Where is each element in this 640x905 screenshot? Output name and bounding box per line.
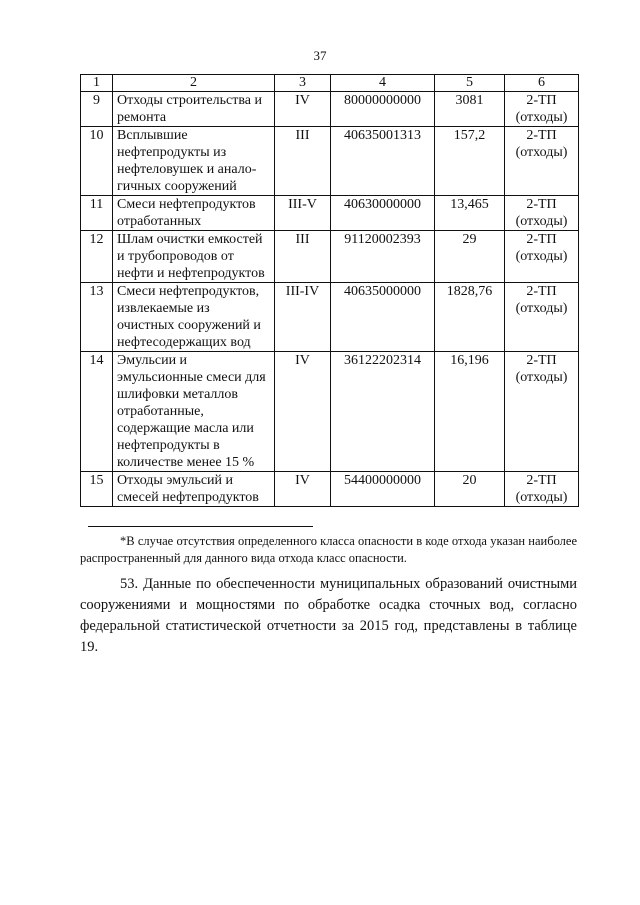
row-number: 13: [81, 283, 113, 352]
waste-name: Смеси нефтепродуктов отработанных: [113, 196, 275, 231]
table-header-cell: 3: [275, 75, 331, 92]
report-form: [505, 92, 579, 127]
waste-name: Всплывшие нефтепродукты из нефтеловушек и анало-гичных сооружений: [113, 127, 275, 196]
report-form: [505, 231, 579, 283]
waste-volume: 3081: [435, 92, 505, 127]
waste-code: 36122202314: [331, 352, 435, 472]
waste-volume: 13,465: [435, 196, 505, 231]
row-number: 10: [81, 127, 113, 196]
table-row: [81, 472, 579, 507]
report-form-name: 2-ТП: [526, 128, 557, 143]
waste-code: 54400000000: [331, 472, 435, 507]
row-number: 15: [81, 472, 113, 507]
footnote: *В случае отсутствия определенного класса опасности в коде отхода указан наиболее распространенный для данного вида отхода класс опасности.: [80, 534, 577, 565]
table-header-cell: 6: [505, 75, 579, 92]
report-form-name: 2-ТП: [526, 197, 557, 212]
waste-volume: 20: [435, 472, 505, 507]
report-form-name: 2-ТП: [526, 473, 557, 488]
footnote-divider: [88, 526, 313, 527]
table-row: [81, 352, 579, 472]
row-number: 11: [81, 196, 113, 231]
hazard-class: III: [275, 231, 331, 283]
report-form-note: (отходы): [515, 110, 568, 125]
hazard-class: III-V: [275, 196, 331, 231]
row-number: 9: [81, 92, 113, 127]
report-form-note: (отходы): [515, 214, 568, 229]
hazard-class: IV: [275, 472, 331, 507]
waste-volume: 1828,76: [435, 283, 505, 352]
waste-code: 40630000000: [331, 196, 435, 231]
table-header-cell: 1: [81, 75, 113, 92]
table-header-row: [81, 75, 579, 92]
hazard-class: III-IV: [275, 283, 331, 352]
report-form-note: (отходы): [515, 249, 568, 264]
report-form-note: (отходы): [515, 301, 568, 316]
table-row: [81, 196, 579, 231]
table-row: [81, 231, 579, 283]
waste-volume: 29: [435, 231, 505, 283]
waste-name: Шлам очистки емкостей и трубопроводов от нефти и нефтепродуктов: [113, 231, 275, 283]
waste-volume: 16,196: [435, 352, 505, 472]
page-number: 37: [313, 48, 327, 63]
table-header-cell: 5: [435, 75, 505, 92]
waste-code: 40635001313: [331, 127, 435, 196]
waste-table: [80, 74, 579, 507]
report-form-name: 2-ТП: [526, 353, 557, 368]
report-form-name: 2-ТП: [526, 232, 557, 247]
report-form: [505, 472, 579, 507]
waste-name: Эмульсии и эмульсионные смеси для шлифовки металлов отработанные, содержащие масла или нефтепродукты в количестве менее 15 %: [113, 352, 275, 472]
report-form-note: (отходы): [515, 370, 568, 385]
row-number: 14: [81, 352, 113, 472]
waste-name: Отходы эмульсий и смесей нефтепродуктов: [113, 472, 275, 507]
report-form: [505, 196, 579, 231]
waste-volume: 157,2: [435, 127, 505, 196]
waste-name: Смеси нефтепродуктов, извлекаемые из очистных сооружений и нефтесодержащих вод: [113, 283, 275, 352]
report-form: [505, 127, 579, 196]
waste-code: 80000000000: [331, 92, 435, 127]
hazard-class: IV: [275, 92, 331, 127]
report-form-name: 2-ТП: [526, 284, 557, 299]
waste-name: Отходы строительства и ремонта: [113, 92, 275, 127]
report-form: [505, 352, 579, 472]
hazard-class: IV: [275, 352, 331, 472]
table-row: [81, 92, 579, 127]
report-form: [505, 283, 579, 352]
paragraph-53: 53. Данные по обеспеченности муниципальных образований очистными сооружениями и мощностями по обработке осадка сточных вод, согласно федеральной статистической отчетности за 2015 год, представлены в таблице 19.: [80, 576, 577, 655]
table-row: [81, 283, 579, 352]
report-form-name: 2-ТП: [526, 93, 557, 108]
table-header-cell: 4: [331, 75, 435, 92]
row-number: 12: [81, 231, 113, 283]
hazard-class: III: [275, 127, 331, 196]
waste-code: 40635000000: [331, 283, 435, 352]
table-header-cell: 2: [113, 75, 275, 92]
table-row: [81, 127, 579, 196]
waste-code: 91120002393: [331, 231, 435, 283]
report-form-note: (отходы): [515, 145, 568, 160]
report-form-note: (отходы): [515, 490, 568, 505]
